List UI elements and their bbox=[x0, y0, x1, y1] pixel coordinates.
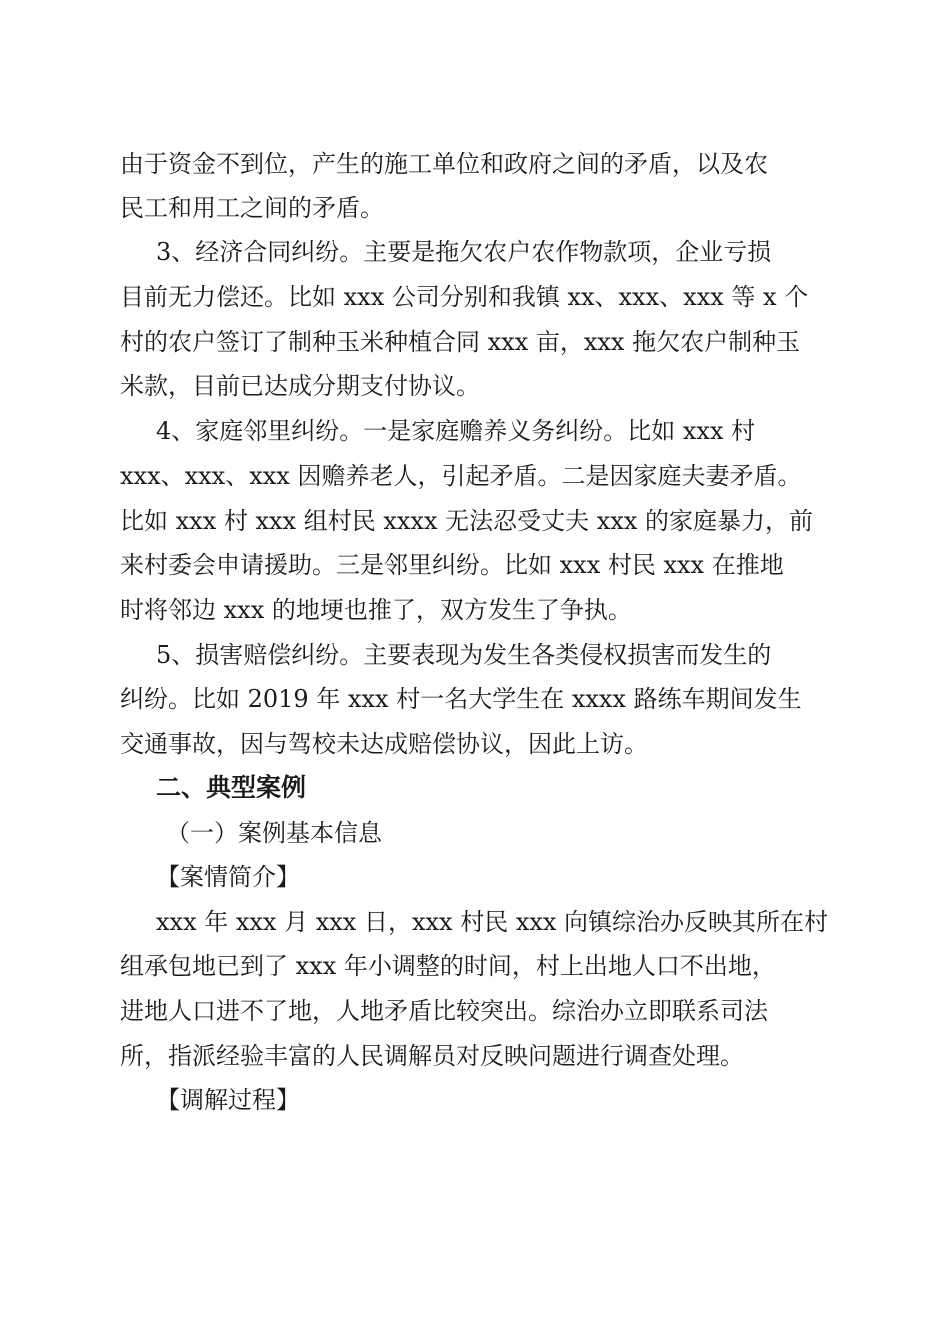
paragraph-line: 米款，目前已达成分期支付协议。 bbox=[120, 372, 480, 400]
case-summary-label: 【案情简介】 bbox=[156, 863, 300, 891]
subsection-heading: （一）案例基本信息 bbox=[166, 819, 382, 847]
paragraph-line: xxx、xxx、xxx 因赡养老人，引起矛盾。二是因家庭夫妻矛盾。 bbox=[120, 462, 802, 490]
mediation-process-label: 【调解过程】 bbox=[156, 1086, 300, 1114]
paragraph-line: 村的农户签订了制种玉米种植合同 xxx 亩，xxx 拖欠农户制种玉 bbox=[120, 328, 801, 356]
paragraph-line: 5、损害赔偿纠纷。主要表现为发生各类侵权损害而发生的 bbox=[156, 641, 772, 669]
case-paragraph-line: 所，指派经验丰富的人民调解员对反映问题进行调查处理。 bbox=[120, 1042, 744, 1070]
case-paragraph-line: xxx 年 xxx 月 xxx 日，xxx 村民 xxx 向镇综治办反映其所在村 bbox=[156, 908, 829, 936]
paragraph-line: 来村委会申请援助。三是邻里纠纷。比如 xxx 村民 xxx 在推地 bbox=[120, 551, 784, 579]
paragraph-line: 目前无力偿还。比如 xxx 公司分别和我镇 xx、xxx、xxx 等 x 个 bbox=[120, 283, 809, 311]
paragraph-line: 由于资金不到位，产生的施工单位和政府之间的矛盾，以及农 bbox=[120, 150, 768, 178]
case-paragraph-line: 组承包地已到了 xxx 年小调整的时间，村上出地人口不出地， bbox=[120, 952, 776, 980]
paragraph-line: 纠纷。比如 2019 年 xxx 村一名大学生在 xxxx 路练车期间发生 bbox=[120, 685, 802, 713]
paragraph-line: 民工和用工之间的矛盾。 bbox=[120, 194, 384, 222]
paragraph-line: 时将邻边 xxx 的地埂也推了，双方发生了争执。 bbox=[120, 596, 632, 624]
section-heading: 二、典型案例 bbox=[156, 773, 307, 802]
paragraph-line: 4、家庭邻里纠纷。一是家庭赡养义务纠纷。比如 xxx 村 bbox=[156, 417, 756, 445]
case-paragraph-line: 进地人口进不了地，人地矛盾比较突出。综治办立即联系司法 bbox=[120, 997, 768, 1025]
paragraph-line: 3、经济合同纠纷。主要是拖欠农户农作物款项，企业亏损 bbox=[156, 238, 772, 266]
paragraph-line: 比如 xxx 村 xxx 组村民 xxxx 无法忍受丈夫 xxx 的家庭暴力，前 bbox=[120, 507, 813, 535]
paragraph-line: 交通事故，因与驾校未达成赔偿协议，因此上访。 bbox=[120, 730, 648, 758]
